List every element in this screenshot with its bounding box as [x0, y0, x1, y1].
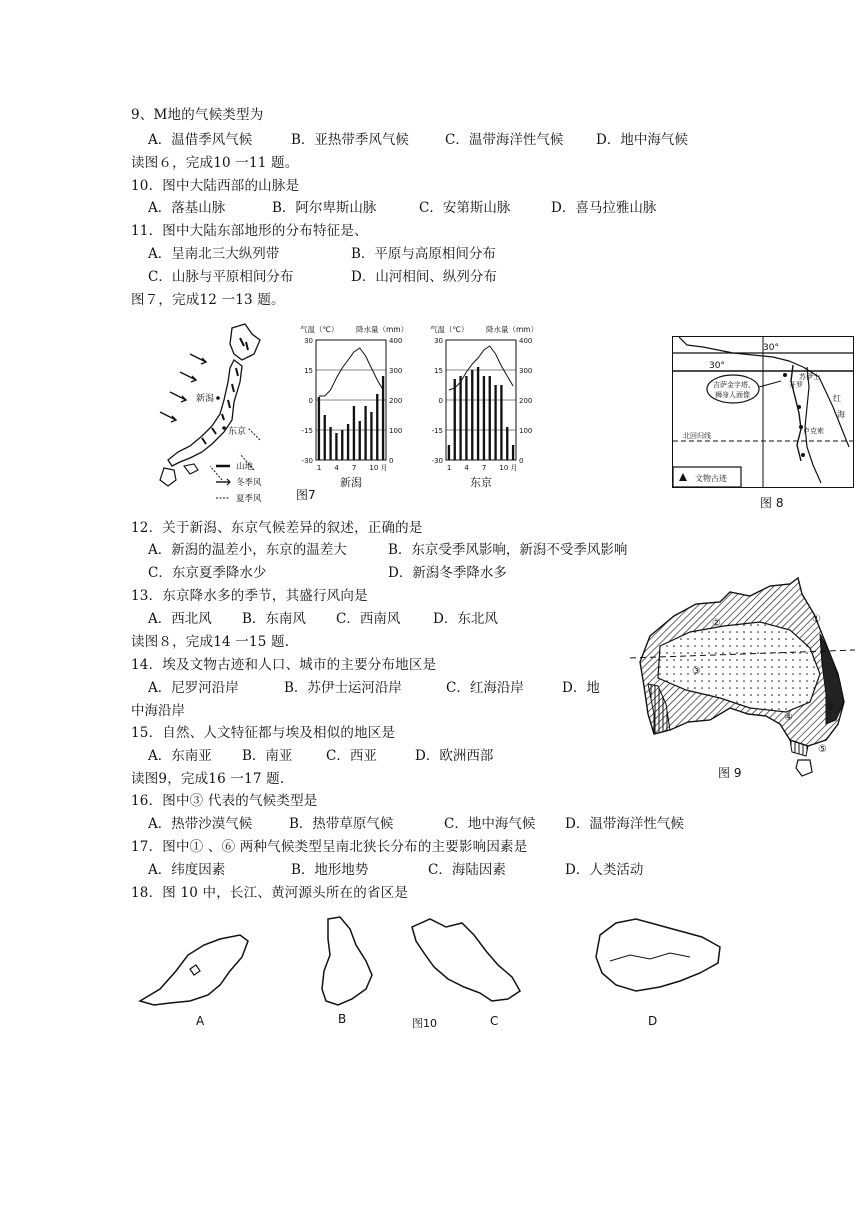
- fig9-label-1: ①: [812, 614, 821, 625]
- x-tick-label: 10 月: [499, 464, 518, 472]
- fig9-label-4: ④: [784, 712, 793, 723]
- x-tick-label: 4: [464, 464, 469, 472]
- q9-stem: 9、M地的气候类型为: [131, 107, 264, 123]
- y2-tick-label: 300: [389, 367, 403, 375]
- precip-bar: [489, 376, 491, 460]
- q10-option-c: C．安第斯山脉: [419, 200, 511, 216]
- fig9-label-5: ⑤: [818, 744, 827, 755]
- precip-bar: [454, 379, 456, 460]
- y-tick-label: 15: [304, 367, 313, 375]
- precip-bar: [347, 424, 349, 460]
- q14-stem: 14．埃及文物古迹和人口、城市的主要分布地区是: [131, 657, 437, 673]
- q18-stem: 18．图 10 中，长江、黄河源头所在的省区是: [131, 885, 409, 901]
- q13-option-a: A．西北风: [148, 611, 212, 627]
- x-tick-label: 10 月: [369, 464, 388, 472]
- y2-tick-label: 200: [389, 397, 403, 405]
- niigata-map-label: 新潟: [196, 394, 215, 404]
- precip-bar: [494, 385, 496, 460]
- niigata-climate-chart: [300, 324, 408, 489]
- precip-bar: [318, 397, 320, 460]
- q11-option-b: B．平原与高原相间分布: [351, 246, 496, 262]
- q16-option-c: C．地中海气候: [444, 816, 536, 832]
- fig8-tropic-label: 北回归线: [683, 432, 711, 440]
- precip-bar: [477, 367, 479, 460]
- tokyo-map-label: 东京: [228, 427, 247, 437]
- fig7-caption: 图7: [296, 488, 316, 502]
- q14-option-b: B．苏伊士运河沿岸: [284, 680, 402, 696]
- q14-option-d-continued: 中海沿岸: [131, 703, 185, 719]
- q12-option-b: B．东京受季风影响，新潟不受季风影响: [388, 542, 628, 558]
- q10-option-a: A．落基山脉: [148, 200, 226, 216]
- precip-bar: [506, 427, 508, 460]
- x-tick-label: 1: [446, 464, 452, 472]
- y2-tick-label: 0: [519, 457, 524, 465]
- q15-option-c: C．西亚: [326, 748, 377, 764]
- q11-option-d: D．山河相间、纵列分布: [351, 269, 497, 285]
- fig8-egypt-map: [672, 336, 854, 488]
- y-tick-label: -30: [301, 457, 313, 465]
- y-tick-label: -15: [301, 427, 313, 435]
- q14-option-a: A．尼罗河沿岸: [148, 680, 239, 696]
- tokyo-climate-chart: [430, 324, 538, 489]
- y-tick-label: 30: [304, 337, 313, 345]
- precip-bar: [465, 376, 467, 460]
- y2-tick-label: 0: [389, 457, 394, 465]
- precip-bar: [483, 376, 485, 460]
- fig9-caption: 图 9: [718, 766, 742, 780]
- precip-bar: [370, 412, 372, 460]
- y-tick-label: 0: [438, 397, 443, 405]
- q16-stem: 16．图中③ 代表的气候类型是: [131, 793, 318, 809]
- legend-summer-wind: 夏季风: [236, 494, 262, 504]
- fig8-luxor-label: 卢克索: [803, 427, 824, 435]
- q11-stem: 11．图中大陆东部地形的分布特征是、: [131, 223, 368, 239]
- fig10-province-outlines: [130, 905, 740, 1035]
- q15-stem: 15．自然、人文特征都与埃及相似的地区是: [131, 725, 396, 741]
- y2-tick-label: 400: [389, 337, 403, 345]
- precip-bar: [512, 445, 514, 460]
- read-fig9-instruction: 读图9，完成16 一17 题.: [131, 771, 285, 787]
- q12-option-d: D．新潟冬季降水多: [388, 565, 507, 581]
- y2-tick-label: 400: [519, 337, 533, 345]
- q10-option-b: B．阿尔卑斯山脉: [272, 200, 377, 216]
- fig8-legend-label: 文物古迹: [695, 474, 727, 483]
- x-tick-label: 1: [316, 464, 322, 472]
- y-tick-label: 15: [434, 367, 443, 375]
- q11-option-a: A．呈南北三大纵列带: [148, 246, 280, 262]
- q14-option-d: D．地: [562, 680, 600, 696]
- q15-option-d: D．欧洲西部: [415, 748, 494, 764]
- fig9-label-6: ⑥: [826, 702, 835, 713]
- q13-option-d: D．东北风: [433, 611, 498, 627]
- y-tick-label: 0: [308, 397, 313, 405]
- q16-option-a: A．热带沙漠气候: [148, 816, 253, 832]
- q12-stem: 12．关于新潟、东京气候差异的叙述，正确的是: [131, 520, 423, 536]
- y-tick-label: -30: [431, 457, 443, 465]
- read-fig6-instruction: 读图６，完成10 一11 题。: [131, 155, 299, 171]
- precip-bar: [448, 445, 450, 460]
- q10-stem: 10．图中大陆西部的山脉是: [131, 178, 300, 194]
- y2-axis-label: 降水量（mm）: [486, 325, 539, 334]
- fig10-label-d: D: [648, 1014, 658, 1028]
- x-tick-label: 4: [334, 464, 339, 472]
- y2-tick-label: 100: [519, 427, 533, 435]
- q14-option-c: C．红海沿岸: [446, 680, 524, 696]
- q17-option-d: D．人类活动: [565, 862, 644, 878]
- q9-option-c: C．温带海洋性气候: [445, 132, 564, 148]
- y2-tick-label: 300: [519, 367, 533, 375]
- x-tick-label: 7: [351, 464, 357, 472]
- precip-bar: [376, 394, 378, 460]
- precip-bar: [471, 370, 473, 460]
- q9-option-d: D．地中海气候: [596, 132, 688, 148]
- precip-bar: [359, 421, 361, 460]
- fig7-climate-charts: [290, 318, 550, 508]
- fig10-label-c: C: [490, 1014, 499, 1028]
- y-axis-label: 气温（℃）: [300, 325, 339, 334]
- x-tick-label: 7: [481, 464, 487, 472]
- q17-option-c: C．海陆因素: [428, 862, 506, 878]
- precip-bar: [500, 385, 502, 460]
- fig8-sea-label: 海: [837, 410, 845, 419]
- temperature-line: [449, 346, 513, 390]
- y2-axis-label: 降水量（mm）: [356, 325, 409, 334]
- precip-bar: [341, 430, 343, 460]
- legend-winter-wind: 冬季风: [236, 478, 262, 488]
- fig9-label-3: ③: [692, 666, 701, 677]
- q10-option-d: D．喜马拉雅山脉: [551, 200, 657, 216]
- precip-bar: [364, 406, 366, 460]
- chart-title: 东京: [470, 476, 492, 489]
- fig10-label-b: B: [338, 1012, 347, 1026]
- read-fig7-instruction: 图７，完成12 一13 题。: [131, 292, 285, 308]
- q13-option-c: C．西南风: [336, 611, 401, 627]
- q9-option-a: A．温借季风气候: [148, 132, 253, 148]
- q13-stem: 13．东京降水多的季节，其盛行风向是: [131, 588, 368, 604]
- q11-option-c: C．山脉与平原相间分布: [148, 269, 294, 285]
- q15-option-b: B．南亚: [242, 748, 293, 764]
- precip-bar: [329, 427, 331, 460]
- precip-bar: [353, 406, 355, 460]
- fig9-australia-map: [630, 574, 855, 784]
- y2-tick-label: 200: [519, 397, 533, 405]
- fig7-japan-map: [150, 320, 275, 510]
- temperature-line: [319, 348, 383, 396]
- fig8-cairo-label: 开罗: [789, 381, 803, 389]
- y-tick-label: 30: [434, 337, 443, 345]
- fig8-lat-label: 30°: [709, 361, 725, 371]
- q9-option-b: B．亚热带季风气候: [291, 132, 409, 148]
- q17-option-a: A．纬度因素: [148, 862, 226, 878]
- fig8-suez-label: 苏伊士: [799, 373, 820, 381]
- q15-option-a: A．东南亚: [148, 748, 212, 764]
- fig8-lat-label-top: 30°: [763, 343, 779, 353]
- q12-option-a: A．新潟的温差小，东京的温差大: [148, 542, 347, 558]
- legend-mountain: 山地: [236, 462, 254, 472]
- fig10-caption: 图10: [412, 1017, 437, 1030]
- precip-bar: [324, 415, 326, 460]
- chart-title: 新潟: [340, 476, 362, 489]
- fig8-caption: 图 8: [760, 496, 784, 510]
- fig8-red-label: 红: [833, 394, 841, 403]
- q16-option-d: D．温带海洋性气候: [565, 816, 684, 832]
- fig10-label-a: A: [196, 1014, 205, 1028]
- q16-option-b: B．热带草原气候: [289, 816, 394, 832]
- q12-option-c: C．东京夏季降水少: [148, 565, 267, 581]
- fig8-box-text-1: 吉萨金字塔、: [713, 381, 755, 389]
- y2-tick-label: 100: [389, 427, 403, 435]
- read-fig8-instruction: 读图８，完成14 一15 题.: [131, 634, 290, 650]
- q13-option-b: B．东南风: [242, 611, 306, 627]
- q17-stem: 17．图中① 、⑥ 两种气候类型呈南北狭长分布的主要影响因素是: [131, 839, 528, 855]
- q17-option-b: B．地形地势: [291, 862, 369, 878]
- precip-bar: [335, 433, 337, 460]
- precip-bar: [459, 376, 461, 460]
- y-tick-label: -15: [431, 427, 443, 435]
- fig8-box-text-2: 狮身人面像: [715, 391, 750, 399]
- fig9-label-2: ②: [712, 618, 721, 629]
- y-axis-label: 气温（℃）: [430, 325, 469, 334]
